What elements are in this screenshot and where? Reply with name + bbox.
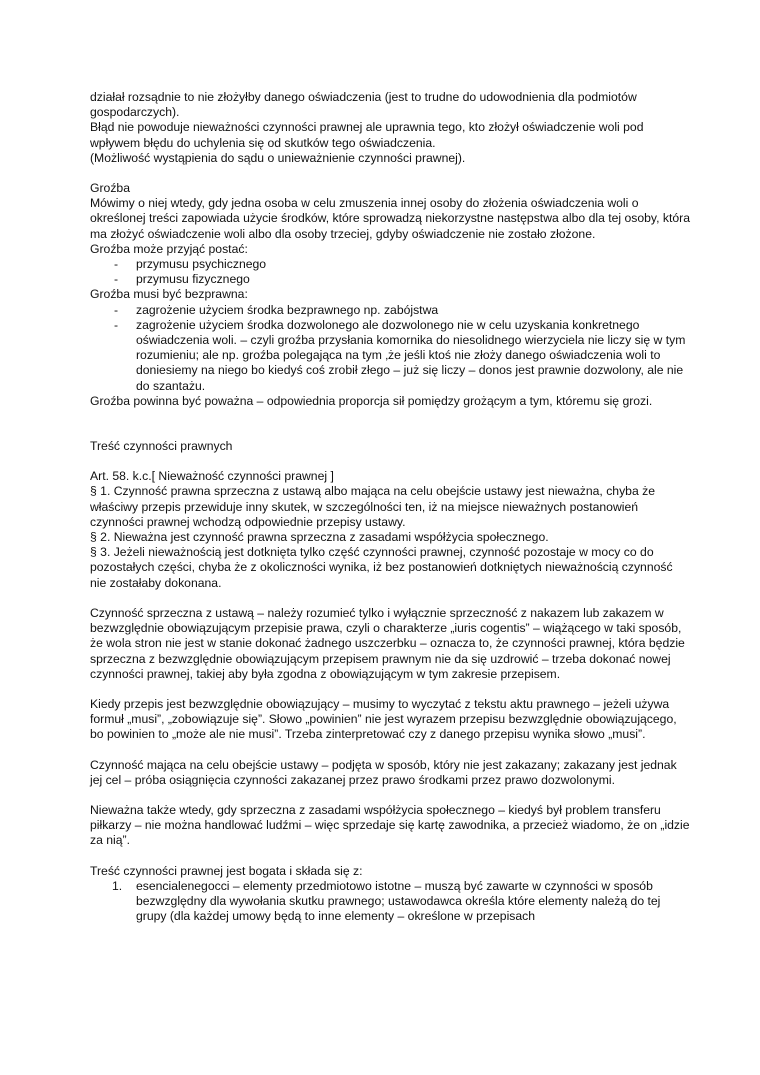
article-paragraph-1: § 1. Czynność prawna sprzeczna z ustawą albo mająca na celu obejście ustawy jest nieważna, chyba że właściwy przepis przewiduje inny skutek, w szczególności ten, iż na miejsce nieważnych postanowień czynności prawnej wchodzą odpowiednie przepisy ustawy. [90, 484, 655, 529]
paragraph-tresc-intro: Treść czynności prawnej jest bogata i składa się z: [90, 863, 363, 878]
list-item: - zagrożenie użyciem środka dozwolonego ale dozwolonego nie w celu uzyskania konkretnego oświadczenia woli. – czyli groźba przysłania komornika do niesolidnego wierzyciela nie liczy się w tym rozumieniu; ale np. groźba polegająca na tym ‚że jeśli ktoś nie złoży danego oświadczenia woli to doniesiemy na niego bo kiedyś coś zrobił złego – już się liczy – donos jest prawnie dozwolony, ale nie do szantażu. [90, 318, 690, 394]
heading-tresc: Treść czynności prawnych [90, 439, 233, 454]
list-bezprawna [90, 303, 690, 394]
list-item: - przymusu psychicznego [90, 257, 690, 272]
paragraph-sprzeczna: Czynność sprzeczna z ustawą – należy rozumieć tylko i wyłącznie sprzeczność z nakazem lub zakazem w bezwzględnie obowiązującym przepisie prawa, czyli o charakterze „iuris cogentis” – wiążącego w taki sposób, że wola stron nie jest w stanie dokonać żadnego uszczerbku – oznacza to, że czynności prawnej, która będzie sprzeczna z bezwzględnie obowiązującym przepisem prawnym nie da się uzdrowić – trzeba dokonać nowej czynności prawnej, takiej aby była zgodna z obowiązującym w tym zakresie przepisem. [90, 605, 685, 681]
list-postac [90, 257, 690, 287]
list-item [90, 879, 690, 925]
paragraph-grozba-powazna: Groźba powinna być poważna – odpowiednia proporcja sił pomiędzy grożącym a tym, któremu się grozi. [90, 393, 653, 408]
paragraph-postac-intro: Groźba może przyjąć postać: [90, 241, 248, 256]
article-paragraph-2: § 2. Nieważna jest czynność prawna sprzeczna z zasadami współżycia społecznego. [90, 530, 549, 545]
list-tresc [90, 879, 690, 925]
paragraph-obejscie: Czynność mająca na celu obejście ustawy – podjęta w sposób, który nie jest zakazany; zakazany jest jednak jej cel – próba osiągnięcia czynności zakazanej przez prawo środkami przez prawo dozwolonymi. [90, 757, 677, 787]
paragraph-mozliwosc: (Możliwość wystąpienia do sądu o unieważnienie czynności prawnej). [90, 150, 466, 165]
paragraph-bezprawna-intro: Groźba musi być bezprawna: [90, 287, 248, 302]
heading-grozba: Groźba [90, 181, 130, 196]
article-paragraph-3: § 3. Jeżeli nieważnością jest dotknięta tylko część czynności prawnej, czynność pozostaje w mocy co do pozostałych części, chyba że z okoliczności wynika, iż bez postanowień dotkniętych nieważnością czynność nie zostałaby dokonana. [90, 545, 673, 590]
article-title: Art. 58. k.c.[ Nieważność czynności prawnej ] [90, 469, 334, 484]
paragraph-blad: Błąd nie powoduje nieważności czynności prawnej ale uprawnia tego, kto złożył oświadczenie woli pod wpływem błędu do uchylenia się od skutków tego oświadczenia. [90, 120, 644, 150]
list-item-number: 1. [112, 878, 123, 893]
list-item: - przymusu fizycznego [90, 272, 690, 287]
paragraph-rozsadnie: działał rozsądnie to nie złożyłby danego oświadczenia (jest to trudne do udowodnienia dla podmiotów gospodarczych). [90, 90, 637, 120]
list-item: - zagrożenie użyciem środka bezprawnego np. zabójstwa [90, 303, 690, 318]
paragraph-niewazna: Nieważna także wtedy, gdy sprzeczna z zasadami współżycia społecznego – kiedyś był problem transferu piłkarzy – nie można handlować ludźmi – więc sprzedaje się kartę zawodnika, a przecież wiadomo, że on „idzie za nią”. [90, 802, 690, 848]
paragraph-grozba-definition: Mówimy o niej wtedy, gdy jedna osoba w celu zmuszenia innej osoby do złożenia oświadczenia woli o określonej treści zapowiada użycie środków, które sprowadzą niekorzystne następstwa albo dla tej osoby, która ma złożyć oświadczenie woli albo dla osoby trzeciej, gdyby oświadczenie nie zostało złożone. [90, 196, 690, 241]
paragraph-kiedy: Kiedy przepis jest bezwzględnie obowiązujący – musimy to wyczytać z tekstu aktu prawnego – jeżeli używa formuł „musi”, „zobowiązuje się”. Słowo „powinien” nie jest wyrazem przepisu bezwzględnie obowiązującego, bo powinien to „może ale nie musi”. Trzeba zinterpretować czy z danego przepisu wynika słowo „musi”. [90, 696, 677, 742]
list-item-text: esencialenegocci – elementy przedmiotowo istotne – muszą być zawarte w czynności w sposób bezwzględny dla wywołania skutku prawnego; ustawodawca określa które elementy należą do tej grupy (dla każdej umowy będą to inne elementy – określone w przepisach [136, 878, 661, 924]
